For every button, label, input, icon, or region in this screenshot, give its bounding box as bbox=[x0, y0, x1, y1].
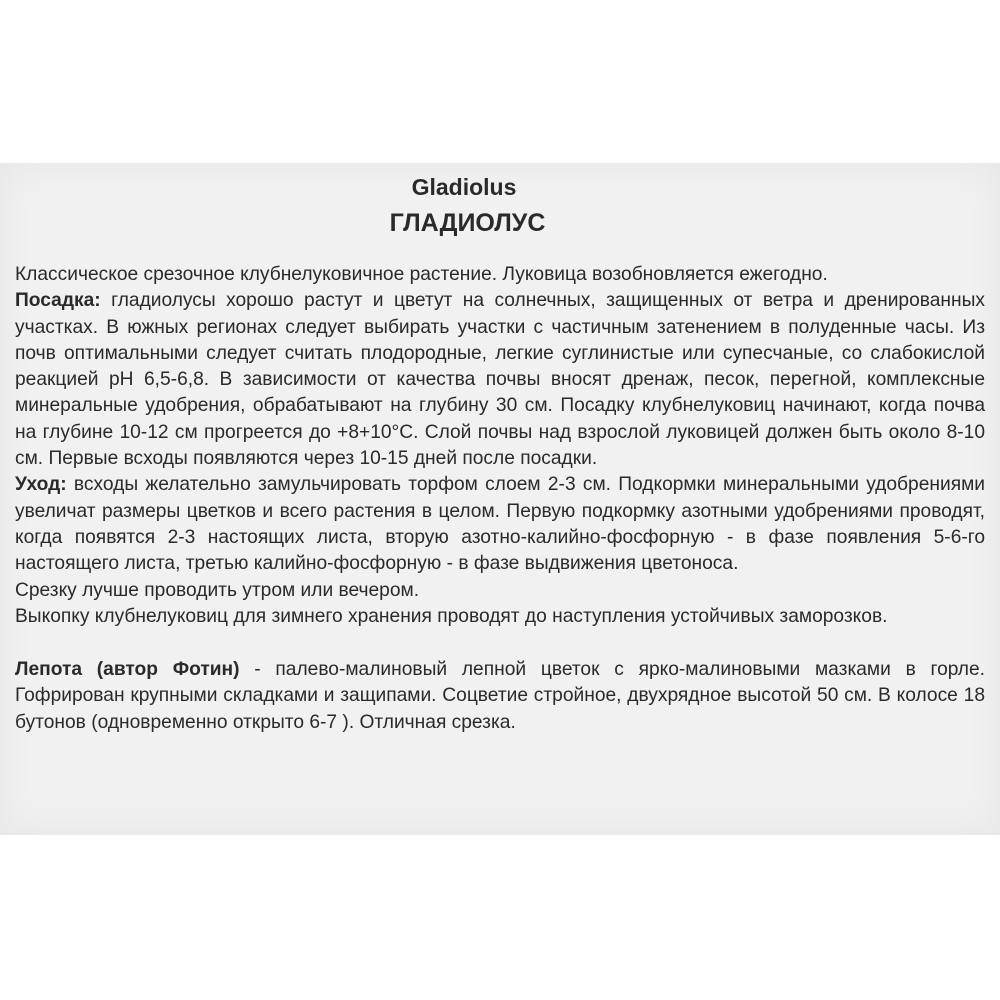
spacer bbox=[15, 630, 985, 657]
variety-text: - палево-малиновый лепной цветок с ярко-малиновыми мазками в горле. Гофрирован крупными складками и защипами. Соцветие стройное, двухрядное высотой 50 см. В колосе 18 бутонов (одновременно открыто 6-7 ). Отличная срезка. bbox=[15, 659, 985, 733]
planting-heading: Посадка: bbox=[15, 290, 101, 312]
variety-paragraph bbox=[15, 657, 985, 736]
planting-text: гладиолусы хорошо растут и цветут на солнечных, защищенных от ветра и дренированных участках. В южных регионах следует выбирать участки с частичным затенением в полуденные часы. Из почв оптимальными следует считать плодородные, легкие суглинистые или супесчаные, со слабокислой реакцией pH 6,5-6,8. В зависимости от качества почвы вносят дренаж, песок, перегной, комплексные минеральные удобрения, обрабатывают на глубину 30 см. Посадку клубнелуковиц начинают, когда почва на глубине 10-12 см прогреется до +8+10°C. Слой почвы над взрослой луковицей должен быть около 8-10 см. Первые всходы появляются через 10-15 дней после посадки. bbox=[15, 290, 985, 470]
title-latin: Gladiolus bbox=[411, 174, 517, 200]
cutting-paragraph: Срезку лучше проводить утром или вечером. bbox=[15, 579, 420, 601]
title-russian: ГЛАДИОЛУС bbox=[389, 209, 546, 237]
intro-paragraph: Классическое срезочное клубнелуковичное растение. Луковица возобновляется ежегодно. bbox=[15, 264, 828, 285]
variety-name: Лепота (автор Фотин) bbox=[15, 659, 240, 681]
care-paragraph bbox=[15, 472, 985, 577]
care-text: всходы желательно замульчировать торфом слоем 2-3 см. Подкормки минеральными удобрениями увеличат размеры цветков и всего растения в целом. Первую подкормку азотными удобрениями проводят, когда появятся 2-3 настоящих листа, вторую азотно-калийно-фосфорную - в фазе появления 5-6-го настоящего листа, третью калийно-фосфорную - в фазе выдвижения цветоноса. bbox=[15, 474, 985, 575]
digging-paragraph: Выкопку клубнелуковиц для зимнего хранения проводят до наступления устойчивых заморозков. bbox=[15, 605, 888, 627]
care-heading: Уход: bbox=[15, 474, 67, 496]
label-text-block bbox=[15, 170, 985, 736]
planting-paragraph bbox=[15, 288, 985, 472]
